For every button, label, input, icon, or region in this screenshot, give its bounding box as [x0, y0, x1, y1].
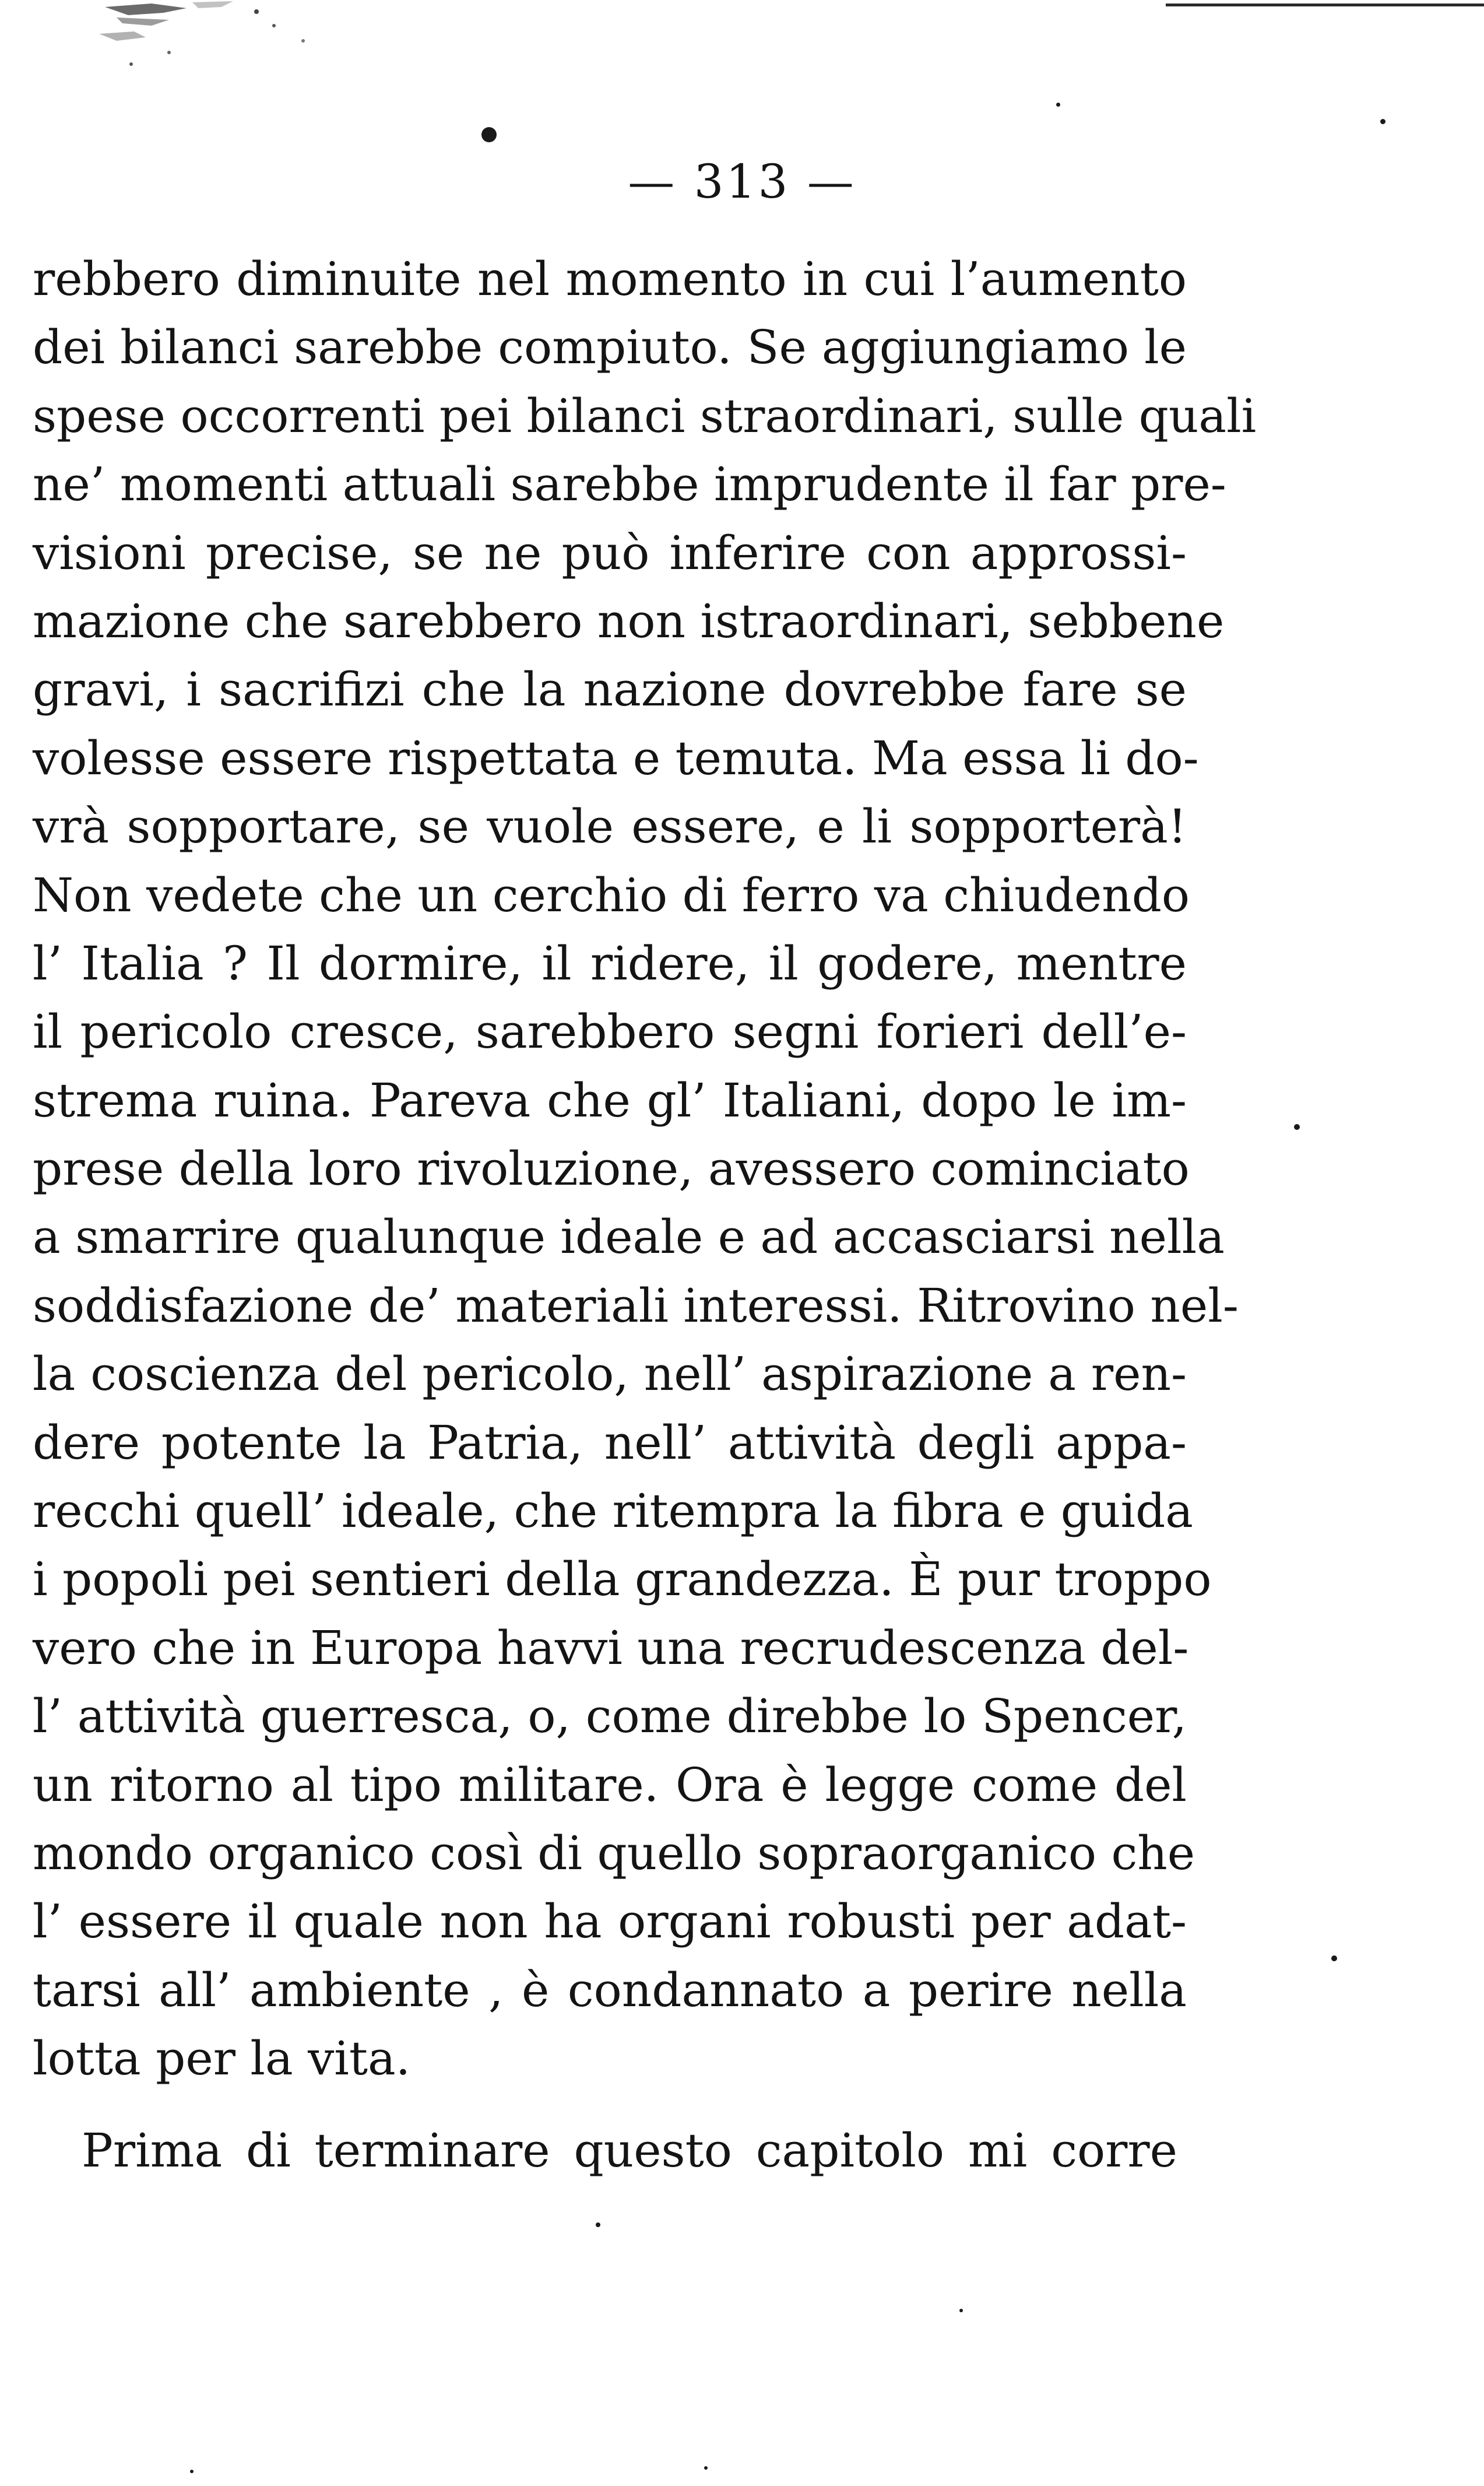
text-line: il pericolo cresce, sarebbero segni forieri dell’e-	[33, 1005, 1187, 1059]
text-line: recchi quell’ ideale, che ritempra la fibra e guida	[33, 1484, 1193, 1539]
ink-dot	[190, 2470, 194, 2473]
text-line: la coscienza del pericolo, nell’ aspirazione a ren-	[33, 1347, 1187, 1402]
text-line: l’ Italia ? Il dormire, il ridere, il godere, mentre	[33, 936, 1187, 991]
next-paragraph-line: Prima di terminare questo capitolo mi corre	[82, 2123, 1177, 2178]
text-line: i popoli pei sentieri della grandezza. È pur troppo	[33, 1552, 1212, 1607]
text-line: mazione che sarebbero non istraordinari, sebbene	[33, 594, 1225, 648]
ink-dot	[481, 127, 497, 142]
scan-smudge-marks	[82, 0, 326, 76]
ink-dot	[596, 2222, 600, 2227]
page-number: — 313 —	[628, 155, 856, 209]
ink-dot	[959, 2309, 963, 2312]
text-line: visioni precise, se ne può inferire con approssi-	[33, 525, 1187, 580]
top-edge-rule	[1166, 3, 1484, 6]
text-line: vero che in Europa havvi una recrudescenza del-	[33, 1620, 1189, 1675]
text-line: tarsi all’ ambiente , è condannato a perire nella	[33, 1962, 1187, 2017]
text-line: l’ essere il quale non ha organi robusti per adat-	[33, 1894, 1187, 1949]
ink-dot	[1056, 103, 1060, 107]
text-line: soddisfazione de’ materiali interessi. Ritrovino nel-	[33, 1278, 1239, 1333]
ink-dot	[704, 2466, 708, 2470]
text-line: strema ruina. Pareva che gl’ Italiani, dopo le im-	[33, 1073, 1187, 1128]
text-line: un ritorno al tipo militare. Ora è legge come del	[33, 1757, 1187, 1812]
text-line: spese occorrenti pei bilanci straordinari, sulle quali	[33, 388, 1257, 443]
ink-dot	[1380, 119, 1385, 124]
body-text	[33, 245, 1257, 2093]
text-line: gravi, i sacrifizi che la nazione dovrebbe fare se	[33, 662, 1187, 717]
text-line: volesse essere rispettata e temuta. Ma essa li do-	[33, 731, 1199, 785]
text-line: Non vedete che un cerchio di ferro va chiudendo	[33, 868, 1190, 922]
text-line: dei bilanci sarebbe compiuto. Se aggiungiamo le	[33, 320, 1187, 375]
text-line: vrà sopportare, se vuole essere, e li sopporterà!	[33, 799, 1187, 854]
text-line: a smarrire qualunque ideale e ad accasciarsi nella	[33, 1210, 1225, 1265]
text-line: mondo organico così di quello sopraorganico che	[33, 1825, 1195, 1880]
text-line: prese della loro rivoluzione, avessero cominciato	[33, 1142, 1190, 1196]
text-line: ne’ momenti attuali sarebbe imprudente il far pre-	[33, 457, 1226, 512]
text-line: rebbero diminuite nel momento in cui l’aumento	[33, 252, 1187, 306]
ink-dot	[1331, 1955, 1337, 1961]
text-line: l’ attività guerresca, o, come direbbe lo Spencer,	[33, 1689, 1187, 1744]
text-line: dere potente la Patria, nell’ attività degli appa-	[33, 1415, 1187, 1470]
text-line: lotta per la vita.	[33, 2031, 411, 2086]
ink-dot	[1294, 1124, 1300, 1130]
